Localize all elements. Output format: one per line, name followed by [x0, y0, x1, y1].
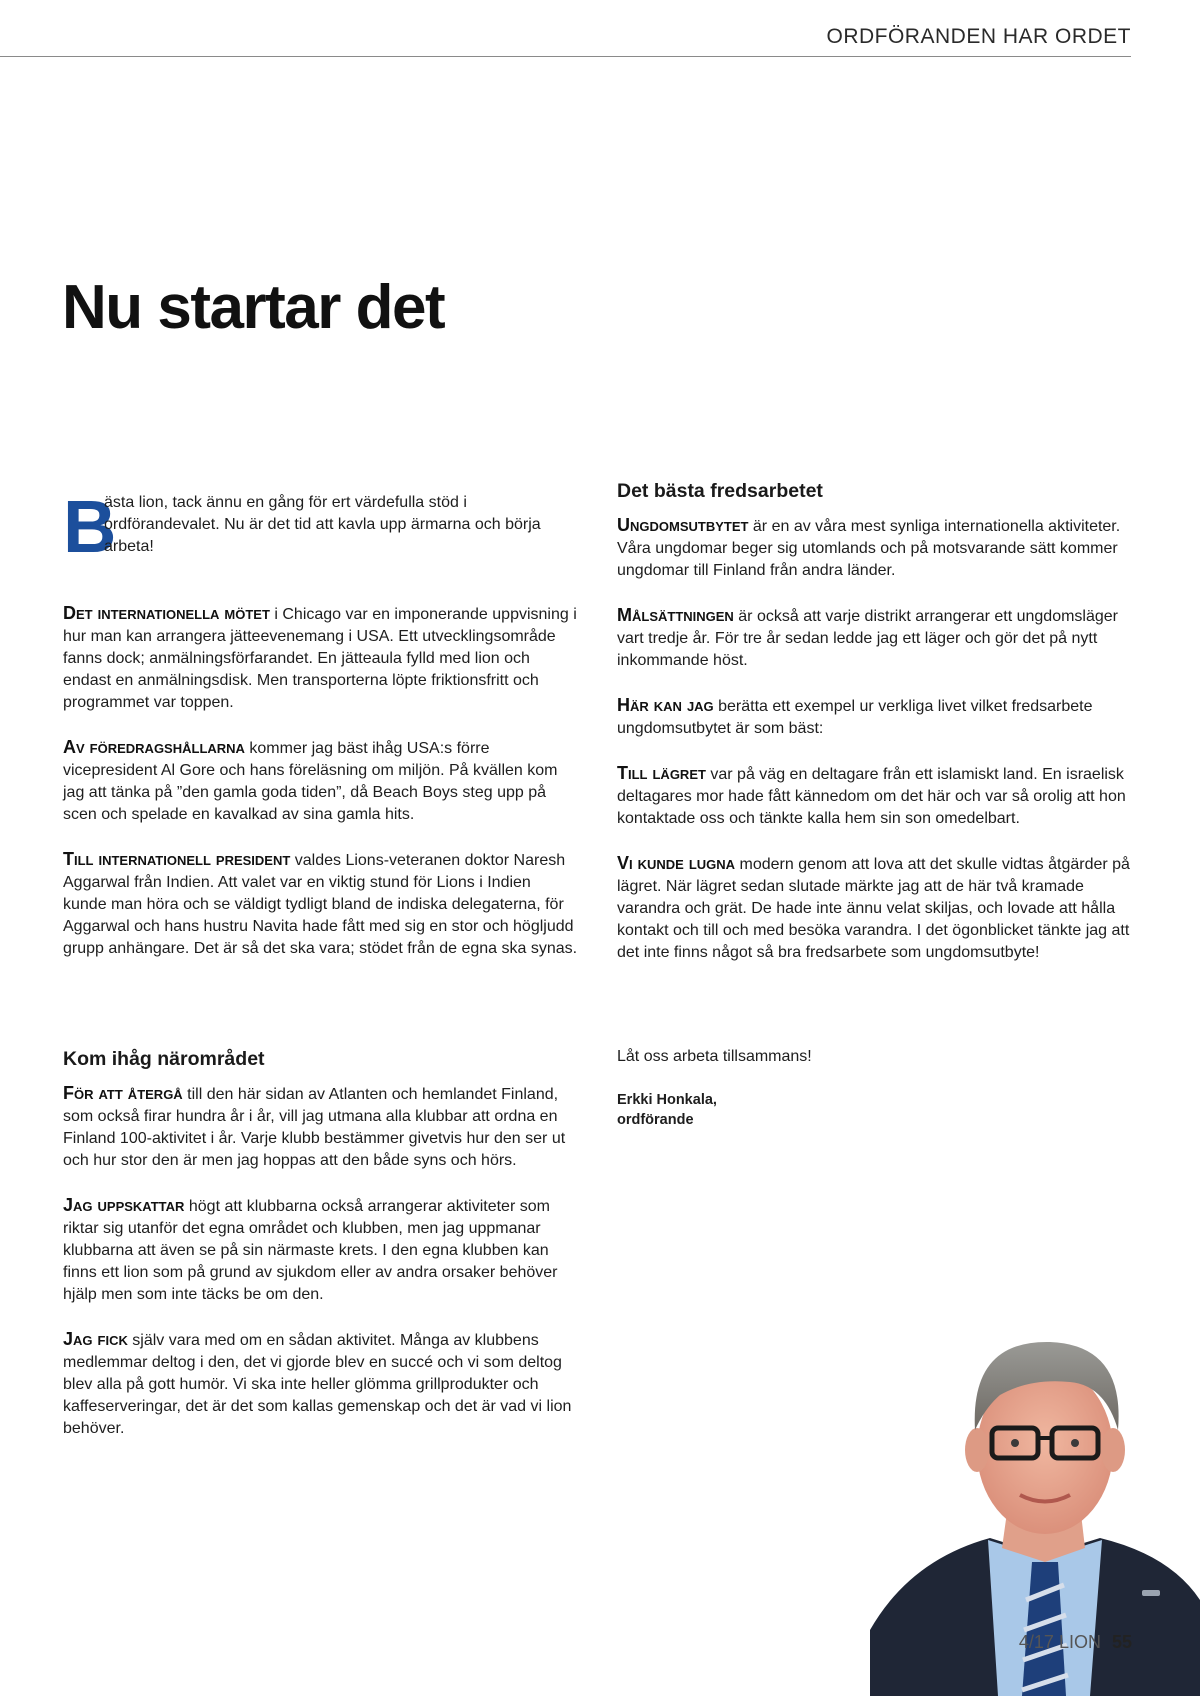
- paragraph: [63, 1194, 578, 1306]
- paragraph: [617, 604, 1133, 672]
- subheading-peace-work: Det bästa fredsarbetet: [617, 480, 823, 502]
- signature-name: Erkki Honkala,: [617, 1092, 717, 1108]
- paragraph-text: var på väg en deltagare från ett islamiskt land. En israelisk deltagares mor hade fått kännedom om det här och var så orolig att hon kontaktade oss och tänkte kalla hem sin son omedelbart.: [617, 766, 1126, 827]
- paragraph-text: kommer jag bäst ihåg USA:s förre vicepresident Al Gore och hans föreläsning om miljön. På kvällen kom jag att tänka på ”den gamla goda tiden”, då Beach Boys steg upp på scen och spelade en kavalkad av sina gamla hits.: [63, 740, 558, 823]
- drop-cap: B: [63, 485, 117, 568]
- issue-number: 4/17: [1018, 1632, 1054, 1652]
- paragraph-text: valdes Lions-veteranen doktor Naresh Aggarwal från Indien. Att valet var en viktig stund för Lions i Indien kunde man höra och se väldigt tydligt bland de indiska delegaterna, för Aggarwal och hans hustru Navita hade fått med sig en stor och högljudd grupp anhängare. Det är så det ska vara; stödet från de egna ska synas.: [63, 852, 578, 957]
- paragraph-text: själv vara med om en sådan aktivitet. Många av klubbens medlemmar deltog i den, det vi gjorde blev en succé och vi som deltog blev alla på gott humör. Vi ska inte heller glömma grillprodukter och kaffeserveringar, det är det som kallas gemenskap och det är vad vi lion behöver.: [63, 1332, 572, 1437]
- paragraph-text: är också att varje distrikt arrangerar ett ungdomsläger vart tredje år. För tre år sedan ledde jag ett läger och gör det på nytt inkommande höst.: [617, 608, 1118, 669]
- closing-line: Låt oss arbeta tillsammans!: [617, 1048, 812, 1065]
- page-footer: [1019, 1632, 1132, 1653]
- paragraph-lead: Jag uppskattar: [63, 1195, 185, 1215]
- paragraph-text: är en av våra mest synliga internationella aktiviteter. Våra ungdomar beger sig utomlands och på motsvarande sätt kommer ungdomar till Finland från andra länder.: [617, 518, 1121, 579]
- paragraph: [617, 762, 1133, 830]
- paragraph-lead: Av föredragshållarna: [63, 737, 245, 757]
- subheading-local-area: Kom ihåg närområdet: [63, 1048, 265, 1070]
- left-column-bottom: [63, 1046, 578, 1462]
- paragraph: [63, 1328, 578, 1440]
- paragraph: [63, 848, 578, 960]
- paragraph: [63, 1082, 578, 1172]
- paragraph-lead: Vi kunde lugna: [617, 853, 736, 873]
- left-column-top: [63, 485, 578, 982]
- intro-text: ästa lion, tack ännu en gång för ert värdefulla stöd i ordförandevalet. Nu är det tid att kavla upp ärmarna och börja arbeta!: [104, 494, 541, 555]
- paragraph-lead: Ungdomsutbytet: [617, 515, 749, 535]
- paragraph-lead: Jag fick: [63, 1329, 128, 1349]
- paragraph: [617, 694, 1133, 740]
- paragraph: [617, 514, 1133, 582]
- paragraph-lead: Här kan jag: [617, 695, 714, 715]
- signature-title: ordförande: [617, 1112, 694, 1128]
- paragraph-lead: Till lägret: [617, 763, 706, 783]
- section-title: ORDFÖRANDEN HAR ORDET: [826, 25, 1131, 48]
- paragraph-text: berätta ett exempel ur verkliga livet vilket fredsarbete ungdomsutbytet är som bäst:: [617, 698, 1093, 737]
- magazine-name: LION: [1058, 1632, 1101, 1652]
- right-column-bottom: [617, 1046, 1132, 1130]
- paragraph-lead: För att återgå: [63, 1083, 183, 1103]
- page-number: 55: [1111, 1632, 1132, 1652]
- paragraph-text: högt att klubbarna också arrangerar aktiviteter som riktar sig utanför det egna området och klubben, men jag uppmanar klubbarna att även se på sin närmaste krets. I den egna klubben kan finns ett lion som på grund av sjukdom eller av andra orsaker behöver hjälp men som inte täcks be om den.: [63, 1198, 558, 1303]
- paragraph-lead: Till internationell president: [63, 849, 291, 869]
- paragraph-text: i Chicago var en imponerande uppvisning i hur man kan arrangera jätteevenemang i USA. Ett utvecklingsområde fanns dock; anmälningsförfarandet. En jätteaula fylld med lion och endast en anmälningsdisk. Men transporterna löpte friktionsfritt och programmet var toppen.: [63, 606, 577, 711]
- intro-paragraph: [63, 485, 578, 568]
- paragraph: [617, 852, 1133, 964]
- paragraph: [63, 736, 578, 826]
- paragraph-text: till den här sidan av Atlanten och hemlandet Finland, som också firar hundra år i år, vill jag utmana alla klubbar att ordna en Finland 100-aktivitet i år. Varje klubb bestämmer givetvis hur den ser ut och hur stor den är men jag hoppas att den både syns och hörs.: [63, 1086, 566, 1169]
- paragraph-lead: Det internationella mötet: [63, 603, 270, 623]
- paragraph-text: modern genom att lova att det skulle vidtas åtgärder på lägret. När lägret sedan slutade märkte jag att de här två kramade varandra och grät. De hade inte ännu velat skiljas, och lovade att hålla kontakt och till och med besöka varandra. I det ögonblicket tänkte jag att det inte finns något så bra fredsarbete som ungdomsutbyte!: [617, 856, 1130, 961]
- paragraph-lead: Målsättningen: [617, 605, 734, 625]
- article-headline: Nu startar det: [62, 273, 445, 342]
- signature: [617, 1090, 1132, 1130]
- section-header: [0, 0, 1131, 57]
- paragraph: [63, 602, 578, 714]
- right-column-top: [617, 478, 1133, 986]
